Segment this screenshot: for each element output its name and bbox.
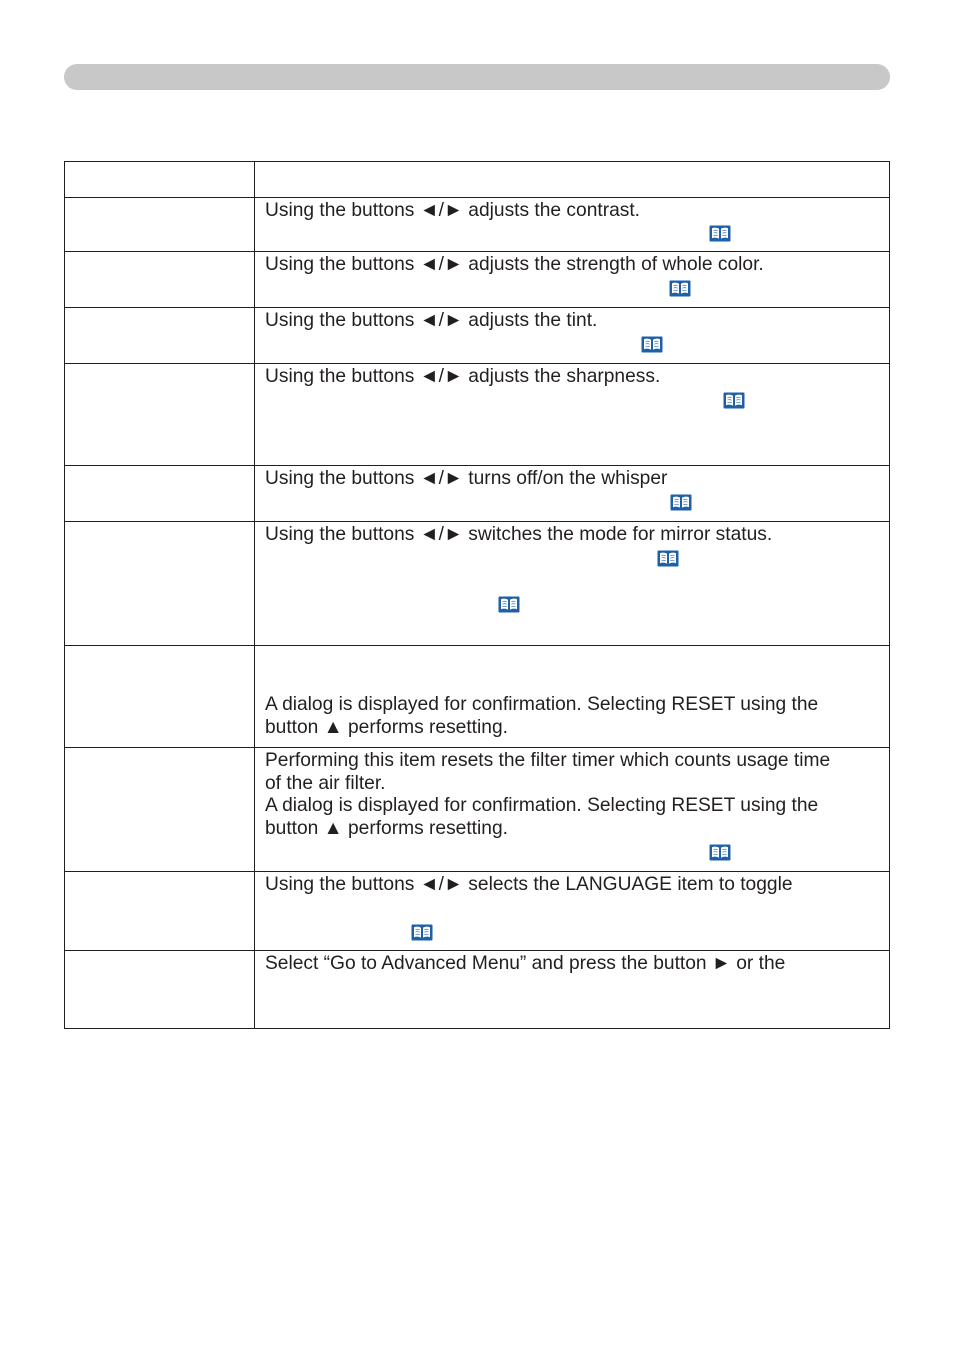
description-line: button ▲ performs resetting. (265, 716, 508, 738)
section-header-bar (64, 64, 890, 90)
item-name-cell (65, 466, 255, 522)
table-header-row (65, 162, 890, 198)
description-cell (255, 872, 890, 951)
description-line: Using the buttons ◄/► selects the LANGUAGE item to toggle (265, 874, 793, 895)
header-cell-item (65, 162, 255, 198)
description-cell (255, 308, 890, 364)
table-row (65, 466, 890, 522)
book-reference-icon[interactable] (670, 494, 692, 511)
description-cell (255, 364, 890, 466)
table-row (65, 198, 890, 252)
book-reference-icon[interactable] (498, 596, 520, 613)
description-cell (255, 748, 890, 872)
description-cell (255, 252, 890, 308)
table-row (65, 252, 890, 308)
header-cell-description (255, 162, 890, 198)
description-line: A dialog is displayed for confirmation. Selecting RESET using the (265, 694, 819, 715)
description-line: Using the buttons ◄/► adjusts the tint. (265, 310, 598, 331)
item-name-cell (65, 252, 255, 308)
table-row (65, 364, 890, 466)
item-name-cell (65, 951, 255, 1029)
description-cell (255, 466, 890, 522)
item-name-cell (65, 522, 255, 646)
description-line: Using the buttons ◄/► adjusts the sharpness. (265, 366, 661, 387)
description-line: Using the buttons ◄/► turns off/on the whisper (265, 468, 668, 489)
book-reference-icon[interactable] (657, 550, 679, 567)
table-row (65, 308, 890, 364)
description-line: Using the buttons ◄/► adjusts the strength of whole color. (265, 254, 764, 275)
table-row (65, 748, 890, 872)
item-name-cell (65, 308, 255, 364)
table-row (65, 646, 890, 748)
description-line: of the air filter. (265, 772, 386, 794)
description-line: Using the buttons ◄/► switches the mode for mirror status. (265, 524, 773, 545)
description-line: Performing this item resets the filter timer which counts usage time (265, 750, 831, 771)
description-cell (255, 951, 890, 1029)
table-row (65, 951, 890, 1029)
description-line: button ▲ performs resetting. (265, 817, 508, 839)
book-reference-icon[interactable] (411, 924, 433, 941)
item-name-cell (65, 748, 255, 872)
book-reference-icon[interactable] (641, 336, 663, 353)
menu-items-table (64, 161, 890, 1029)
description-cell (255, 198, 890, 252)
description-line: A dialog is displayed for confirmation. Selecting RESET using the (265, 795, 819, 817)
book-reference-icon[interactable] (709, 844, 731, 861)
item-name-cell (65, 872, 255, 951)
description-cell (255, 646, 890, 748)
book-reference-icon[interactable] (709, 225, 731, 242)
table-row (65, 872, 890, 951)
description-line: Select “Go to Advanced Menu” and press the button ► or the (265, 953, 786, 974)
book-reference-icon[interactable] (669, 280, 691, 297)
description-line: Using the buttons ◄/► adjusts the contrast. (265, 200, 641, 221)
description-cell (255, 522, 890, 646)
table-row (65, 522, 890, 646)
item-name-cell (65, 364, 255, 466)
item-name-cell (65, 198, 255, 252)
item-name-cell (65, 646, 255, 748)
book-reference-icon[interactable] (723, 392, 745, 409)
